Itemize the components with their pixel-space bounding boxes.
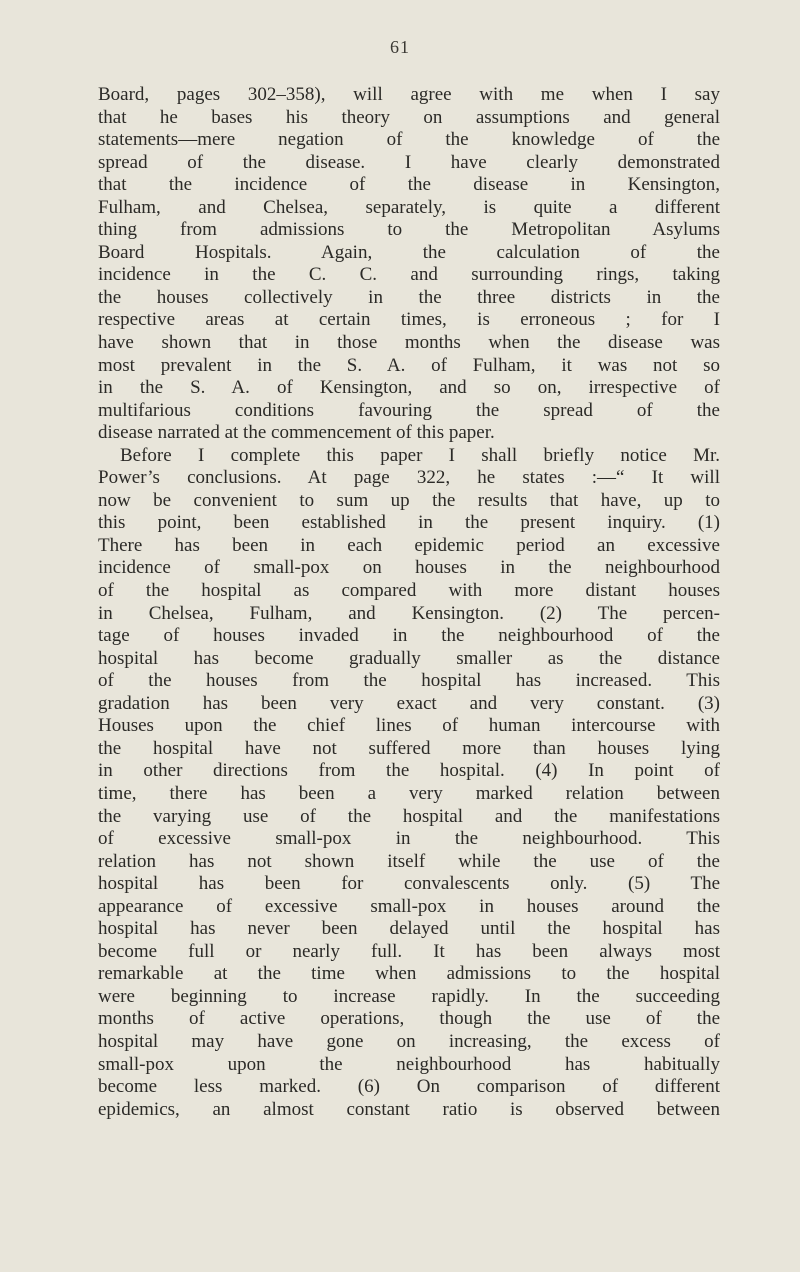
text-line: thing from admissions to the Metropolitan Asylums: [98, 219, 720, 241]
text-line: There has been in each epidemic period an excessive: [98, 534, 720, 556]
text-line: now be convenient to sum up the results that have, up to: [98, 489, 720, 511]
text-line: tage of houses invaded in the neighbourhood of the: [98, 625, 720, 647]
text-line: in other directions from the hospital. (4) In point of: [98, 760, 720, 782]
text-line: Board Hospitals. Again, the calculation of the: [98, 241, 720, 263]
text-line: remarkable at the time when admissions to the hospital: [98, 963, 720, 985]
text-line: hospital has been for convalescents only. (5) The: [98, 873, 720, 895]
text-line: disease narrated at the commencement of this paper.: [98, 422, 495, 444]
text-line: spread of the disease. I have clearly demonstrated: [98, 151, 720, 173]
text-line: in the S. A. of Kensington, and so on, irrespective of: [98, 377, 720, 399]
text-line: that he bases his theory on assumptions and general: [98, 106, 720, 128]
text-line: hospital has become gradually smaller as the distance: [98, 647, 720, 669]
text-line: of excessive small-pox in the neighbourhood. This: [98, 828, 720, 850]
text-line: of the hospital as compared with more distant houses: [98, 580, 720, 602]
text-line: hospital has never been delayed until the hospital has: [98, 918, 720, 940]
text-line: Before I complete this paper I shall briefly notice Mr.: [120, 444, 720, 466]
body-text: [98, 84, 720, 1121]
text-line: incidence in the C. C. and surrounding rings, taking: [98, 264, 720, 286]
text-line: Fulham, and Chelsea, separately, is quite a different: [98, 196, 720, 218]
text-line: most prevalent in the S. A. of Fulham, it was not so: [98, 354, 720, 376]
text-line: the houses collectively in the three districts in the: [98, 286, 720, 308]
text-line: time, there has been a very marked relation between: [98, 782, 720, 804]
text-line: of the houses from the hospital has increased. This: [98, 670, 720, 692]
text-line: become full or nearly full. It has been always most: [98, 940, 720, 962]
text-line: hospital may have gone on increasing, the excess of: [98, 1030, 720, 1052]
text-line: appearance of excessive small-pox in houses around the: [98, 895, 720, 917]
text-line: become less marked. (6) On comparison of different: [98, 1076, 720, 1098]
text-line: Houses upon the chief lines of human intercourse with: [98, 715, 720, 737]
text-line: the hospital have not suffered more than houses lying: [98, 737, 720, 759]
text-line: were beginning to increase rapidly. In the succeeding: [98, 985, 720, 1007]
text-line: Power’s conclusions. At page 322, he states :—“ It will: [98, 467, 720, 489]
text-line: this point, been established in the present inquiry. (1): [98, 512, 720, 534]
text-line: relation has not shown itself while the use of the: [98, 850, 720, 872]
text-line: small-pox upon the neighbourhood has habitually: [98, 1053, 720, 1075]
text-line: multifarious conditions favouring the spread of the: [98, 399, 720, 421]
text-line: in Chelsea, Fulham, and Kensington. (2) The percen-: [98, 602, 720, 624]
page-number: 61: [390, 37, 410, 57]
text-line: statements—mere negation of the knowledge of the: [98, 129, 720, 151]
text-line: months of active operations, though the use of the: [98, 1008, 720, 1030]
text-line: have shown that in those months when the disease was: [98, 332, 720, 354]
text-line: Board, pages 302–358), will agree with me when I say: [98, 84, 720, 105]
text-line: that the incidence of the disease in Kensington,: [98, 174, 720, 196]
text-line: the varying use of the hospital and the manifestations: [98, 805, 720, 827]
text-line: respective areas at certain times, is erroneous ; for I: [98, 309, 720, 331]
text-line: gradation has been very exact and very constant. (3): [98, 692, 720, 714]
text-line: incidence of small-pox on houses in the neighbourhood: [98, 557, 720, 579]
text-line: epidemics, an almost constant ratio is observed between: [98, 1098, 720, 1120]
